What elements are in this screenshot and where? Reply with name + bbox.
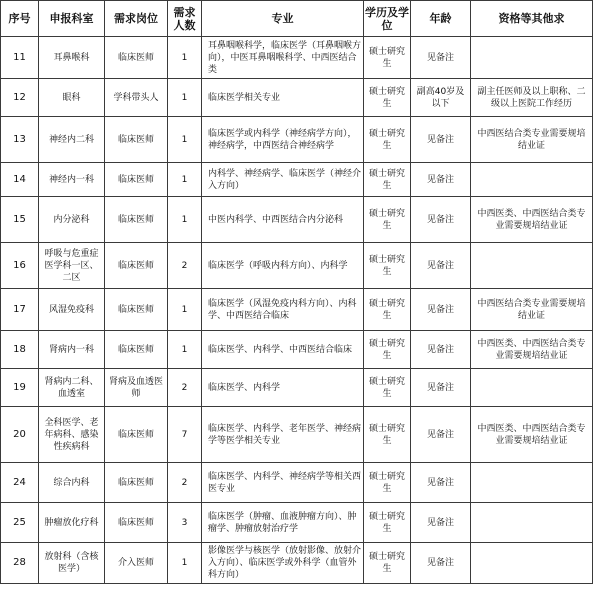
cell-position: 临床医师 (105, 407, 168, 463)
cell-age: 见备注 (411, 543, 471, 584)
cell-qualification: 中西医类、中西医结合类专业需要规培结业证 (471, 331, 593, 369)
cell-department: 肾病内一科 (39, 331, 105, 369)
cell-headcount: 1 (168, 37, 202, 79)
table-row (1, 37, 593, 79)
cell-major: 临床医学、内科学、神经病学等相关西医专业 (202, 463, 364, 503)
cell-major: 临床医学相关专业 (202, 79, 364, 117)
cell-major: 影像医学与核医学（放射影像、放射介入方向）、临床医学或外科学（血管外科方向） (202, 543, 364, 584)
cell-qualification: 中西医类、中西医结合类专业需要规培结业证 (471, 407, 593, 463)
cell-position: 临床医师 (105, 331, 168, 369)
cell-position: 临床医师 (105, 117, 168, 163)
cell-row-number: 11 (1, 37, 39, 79)
cell-degree: 硕士研究生 (364, 503, 411, 543)
cell-department: 呼吸与危重症医学科一区、二区 (39, 243, 105, 289)
cell-department: 放射科（含核医学） (39, 543, 105, 584)
cell-row-number: 12 (1, 79, 39, 117)
cell-position: 临床医师 (105, 197, 168, 243)
cell-major: 临床医学、内科学、老年医学、神经病学等医学相关专业 (202, 407, 364, 463)
cell-department: 耳鼻喉科 (39, 37, 105, 79)
cell-headcount: 2 (168, 369, 202, 407)
header-qualification: 资格等其他求 (471, 1, 593, 37)
cell-row-number: 24 (1, 463, 39, 503)
cell-qualification (471, 543, 593, 584)
cell-qualification (471, 463, 593, 503)
cell-major: 临床医学或内科学（神经病学方向），神经病学，中西医结合神经病学 (202, 117, 364, 163)
table-row (1, 503, 593, 543)
cell-row-number: 15 (1, 197, 39, 243)
cell-qualification (471, 37, 593, 79)
cell-row-number: 19 (1, 369, 39, 407)
cell-headcount: 1 (168, 79, 202, 117)
cell-qualification: 中西医结合类专业需要规培结业证 (471, 117, 593, 163)
cell-position: 临床医师 (105, 463, 168, 503)
cell-position: 临床医师 (105, 289, 168, 331)
cell-degree: 硕士研究生 (364, 37, 411, 79)
cell-headcount: 1 (168, 197, 202, 243)
table-row (1, 243, 593, 289)
cell-qualification (471, 369, 593, 407)
header-dept: 申报科室 (39, 1, 105, 37)
table-row (1, 331, 593, 369)
cell-age: 见备注 (411, 463, 471, 503)
cell-age: 副高40岁及以下 (411, 79, 471, 117)
cell-position: 临床医师 (105, 163, 168, 197)
cell-headcount: 1 (168, 163, 202, 197)
cell-age: 见备注 (411, 407, 471, 463)
cell-age: 见备注 (411, 331, 471, 369)
cell-position: 介入医师 (105, 543, 168, 584)
cell-position: 临床医师 (105, 503, 168, 543)
cell-major: 耳鼻咽喉科学，临床医学（耳鼻咽喉方向），中医耳鼻咽喉科学、中西医结合类 (202, 37, 364, 79)
cell-qualification: 中西医结合类专业需要规培结业证 (471, 289, 593, 331)
header-count: 需求人数 (168, 1, 202, 37)
cell-row-number: 18 (1, 331, 39, 369)
cell-department: 风湿免疫科 (39, 289, 105, 331)
cell-qualification (471, 243, 593, 289)
cell-age: 见备注 (411, 163, 471, 197)
table-row (1, 543, 593, 584)
header-age: 年龄 (411, 1, 471, 37)
cell-qualification (471, 163, 593, 197)
cell-degree: 硕士研究生 (364, 407, 411, 463)
table-row (1, 369, 593, 407)
cell-department: 肿瘤放化疗科 (39, 503, 105, 543)
table-row (1, 407, 593, 463)
cell-department: 肾病内二科、血透室 (39, 369, 105, 407)
cell-degree: 硕士研究生 (364, 369, 411, 407)
cell-headcount: 1 (168, 289, 202, 331)
cell-department: 神经内一科 (39, 163, 105, 197)
cell-row-number: 16 (1, 243, 39, 289)
cell-major: 临床医学（风湿免疫内科方向）、内科学、中西医结合临床 (202, 289, 364, 331)
cell-qualification: 副主任医师及以上职称、二级以上医院工作经历 (471, 79, 593, 117)
cell-row-number: 25 (1, 503, 39, 543)
cell-major: 临床医学（呼吸内科方向）、内科学 (202, 243, 364, 289)
cell-qualification: 中西医类、中西医结合类专业需要规培结业证 (471, 197, 593, 243)
cell-headcount: 1 (168, 331, 202, 369)
cell-degree: 硕士研究生 (364, 289, 411, 331)
cell-major: 临床医学、内科学 (202, 369, 364, 407)
header-no: 序号 (1, 1, 39, 37)
table-row (1, 289, 593, 331)
table-row (1, 117, 593, 163)
cell-department: 眼科 (39, 79, 105, 117)
cell-age: 见备注 (411, 117, 471, 163)
cell-department: 综合内科 (39, 463, 105, 503)
cell-headcount: 2 (168, 243, 202, 289)
cell-major: 中医内科学、中西医结合内分泌科 (202, 197, 364, 243)
table-row (1, 79, 593, 117)
cell-degree: 硕士研究生 (364, 331, 411, 369)
header-post: 需求岗位 (105, 1, 168, 37)
table-row (1, 163, 593, 197)
cell-headcount: 7 (168, 407, 202, 463)
cell-row-number: 13 (1, 117, 39, 163)
cell-major: 内科学、神经病学、临床医学（神经介入方向） (202, 163, 364, 197)
cell-row-number: 14 (1, 163, 39, 197)
table-row (1, 463, 593, 503)
cell-headcount: 1 (168, 543, 202, 584)
cell-position: 肾病及血透医师 (105, 369, 168, 407)
header-row (1, 1, 593, 37)
cell-position: 学科带头人 (105, 79, 168, 117)
cell-department: 内分泌科 (39, 197, 105, 243)
cell-major: 临床医学（肿瘤、血液肿瘤方向）、肿瘤学、肿瘤放射治疗学 (202, 503, 364, 543)
cell-degree: 硕士研究生 (364, 543, 411, 584)
cell-department: 全科医学、老年病科、感染性疾病科 (39, 407, 105, 463)
cell-degree: 硕士研究生 (364, 197, 411, 243)
cell-major: 临床医学、内科学、中西医结合临床 (202, 331, 364, 369)
header-major: 专业 (202, 1, 364, 37)
cell-age: 见备注 (411, 289, 471, 331)
cell-age: 见备注 (411, 197, 471, 243)
cell-qualification (471, 503, 593, 543)
cell-row-number: 17 (1, 289, 39, 331)
cell-position: 临床医师 (105, 37, 168, 79)
cell-degree: 硕士研究生 (364, 117, 411, 163)
cell-age: 见备注 (411, 369, 471, 407)
cell-degree: 硕士研究生 (364, 163, 411, 197)
cell-headcount: 2 (168, 463, 202, 503)
cell-age: 见备注 (411, 503, 471, 543)
table-row (1, 197, 593, 243)
header-degree: 学历及学位 (364, 1, 411, 37)
cell-department: 神经内二科 (39, 117, 105, 163)
cell-degree: 硕士研究生 (364, 79, 411, 117)
cell-headcount: 3 (168, 503, 202, 543)
cell-position: 临床医师 (105, 243, 168, 289)
cell-age: 见备注 (411, 37, 471, 79)
cell-headcount: 1 (168, 117, 202, 163)
cell-row-number: 20 (1, 407, 39, 463)
cell-age: 见备注 (411, 243, 471, 289)
cell-row-number: 28 (1, 543, 39, 584)
cell-degree: 硕士研究生 (364, 243, 411, 289)
cell-degree: 硕士研究生 (364, 463, 411, 503)
